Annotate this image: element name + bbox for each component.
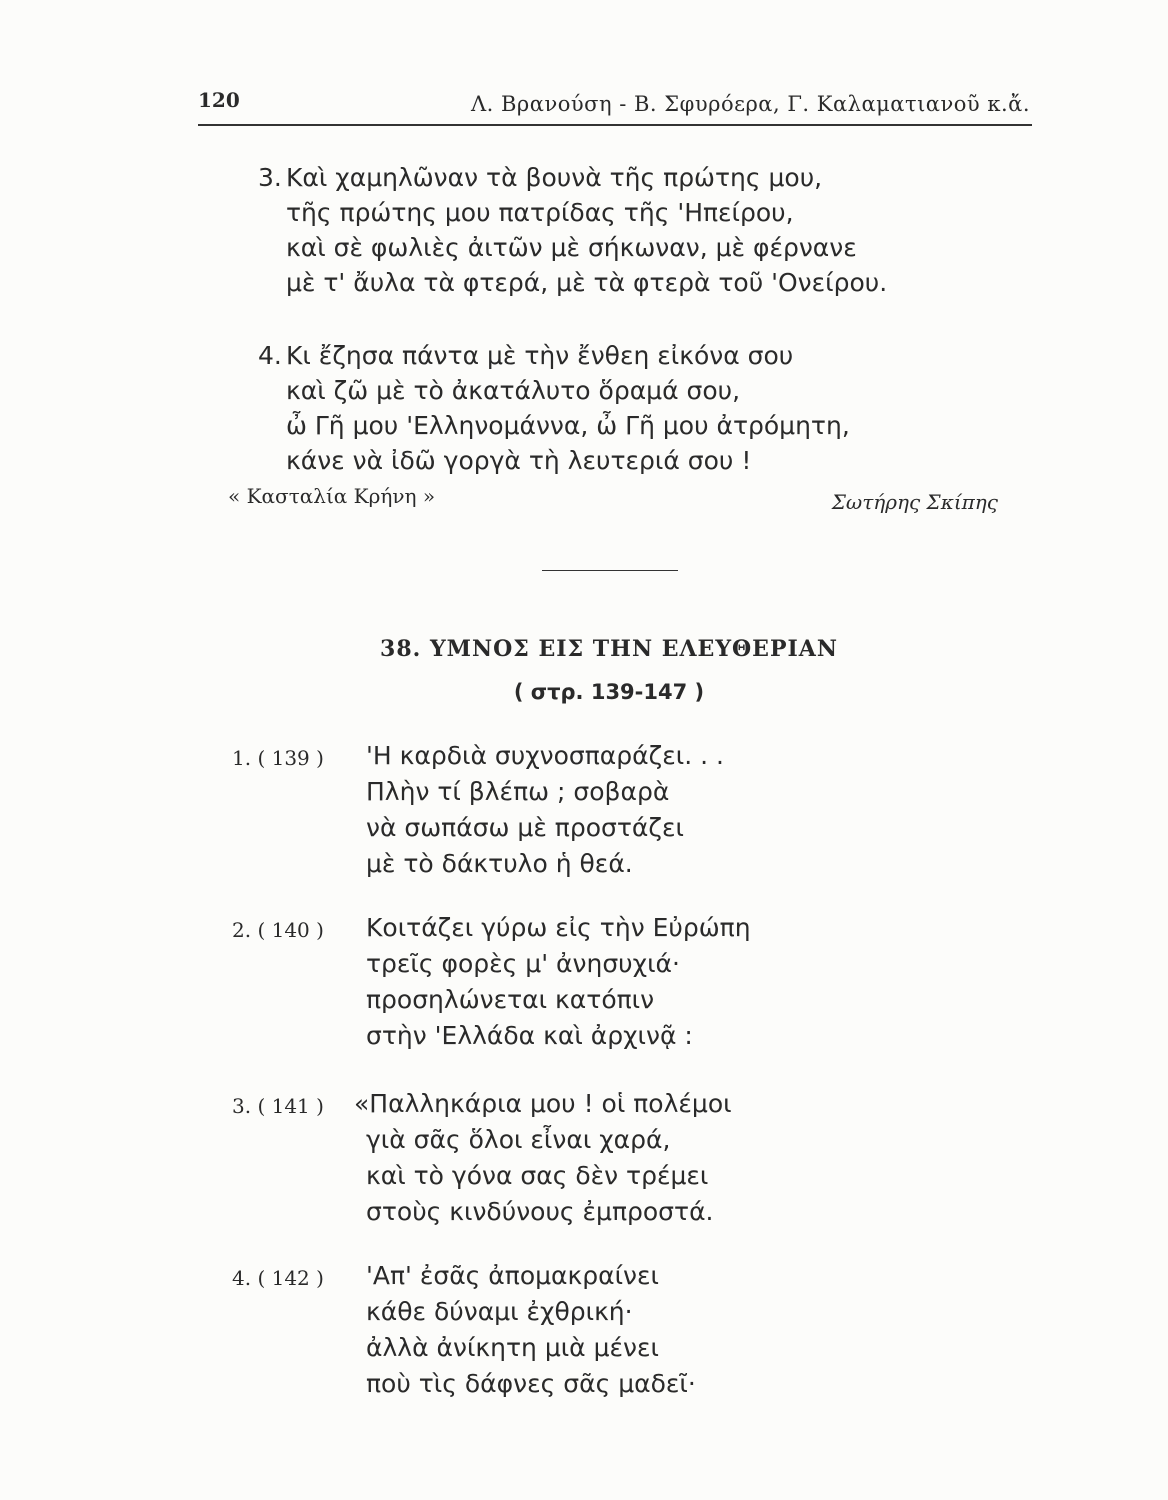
verse-line: Πλὴν τί βλέπω ; σοβαρὰ — [366, 777, 670, 806]
stanza-lines — [286, 160, 887, 300]
stanza-number: 4. — [258, 341, 282, 370]
stanza-lines — [286, 338, 850, 478]
author-signature: Σωτήρης Σκίπης — [831, 490, 998, 514]
verse-line: Κοιτάζει γύρω εἰς τὴν Εὐρώπη — [366, 913, 751, 942]
stanza-line: καὶ ζῶ μὲ τὸ ἀκατάλυτο ὅραμά σου, — [286, 376, 741, 405]
verse-line: κάθε δύναμι ἐχθρική· — [366, 1297, 633, 1326]
verse-line: ἀλλὰ ἀνίκητη μιὰ μένει — [366, 1333, 659, 1362]
verse-line: 'Απ' ἐσᾶς ἀπομακραίνει — [366, 1261, 659, 1290]
verse-line: τρεῖς φορὲς μ' ἀνησυχιά· — [366, 949, 680, 978]
verse-line: καὶ τὸ γόνα σας δὲν τρέμει — [366, 1161, 709, 1190]
verse-lines — [366, 738, 724, 882]
verse-line: 'Η καρδιὰ συχνοσπαράζει. . . — [366, 741, 724, 770]
section-divider — [542, 570, 678, 571]
poem-title: 38. ΥΜΝΟΣ ΕΙΣ ΤΗΝ ΕΛΕΥΘΕΡΙΑΝ — [380, 636, 838, 662]
verse-lines — [366, 910, 751, 1054]
verse-line: στοὺς κινδύνους ἐμπροστά. — [366, 1197, 714, 1226]
verse-number: 2. ( 140 ) — [232, 918, 324, 942]
running-head: Λ. Βρανούση - Β. Σφυρόερα, Γ. Καλαματιανοῦ κ.ἄ. — [470, 92, 1030, 116]
stanza-line: Καὶ χαμηλῶναν τὰ βουνὰ τῆς πρώτης μου, — [286, 163, 823, 192]
stanza-line: Κι ἔζησα πάντα μὲ τὴν ἔνθεη εἰκόνα σου — [286, 341, 794, 370]
verse-lines — [354, 1086, 732, 1230]
page-number: 120 — [198, 88, 240, 112]
verse-number: 3. ( 141 ) — [232, 1094, 324, 1118]
verse-number: 4. ( 142 ) — [232, 1266, 324, 1290]
verse-lines — [366, 1258, 696, 1402]
verse-line: «Παλληκάρια μου ! οἱ πολέμοι — [354, 1089, 732, 1118]
stanza-number: 3. — [258, 163, 282, 192]
verse-line: μὲ τὸ δάκτυλο ἡ θεά. — [366, 849, 633, 878]
stanza-line: κάνε νὰ ἰδῶ γοργὰ τὴ λευτεριά σου ! — [286, 446, 752, 475]
stanza-line: καὶ σὲ φωλιὲς ἀιτῶν μὲ σήκωναν, μὲ φέρνανε — [286, 233, 857, 262]
verse-line: στὴν 'Ελλάδα καὶ ἀρχινᾷ : — [366, 1021, 693, 1050]
verse-line: νὰ σωπάσω μὲ προστάζει — [366, 813, 684, 842]
header-rule — [198, 124, 1032, 126]
poem-subtitle: ( στρ. 139-147 ) — [513, 680, 705, 704]
source-citation: « Κασταλία Κρήνη » — [228, 484, 436, 508]
verse-number: 1. ( 139 ) — [232, 746, 324, 770]
stanza-line: μὲ τ' ἄυλα τὰ φτερά, μὲ τὰ φτερὰ τοῦ 'Ονείρου. — [286, 268, 888, 297]
stanza-line: τῆς πρώτης μου πατρίδας τῆς 'Ηπείρου, — [286, 198, 794, 227]
verse-line: γιὰ σᾶς ὅλοι εἶναι χαρά, — [366, 1125, 671, 1154]
stanza-line: ὦ Γῆ μου 'Ελληνομάννα, ὦ Γῆ μου ἀτρόμητη, — [286, 411, 850, 440]
verse-line: προσηλώνεται κατόπιν — [366, 985, 655, 1014]
verse-line: ποὺ τὶς δάφνες σᾶς μαδεῖ· — [366, 1369, 696, 1398]
